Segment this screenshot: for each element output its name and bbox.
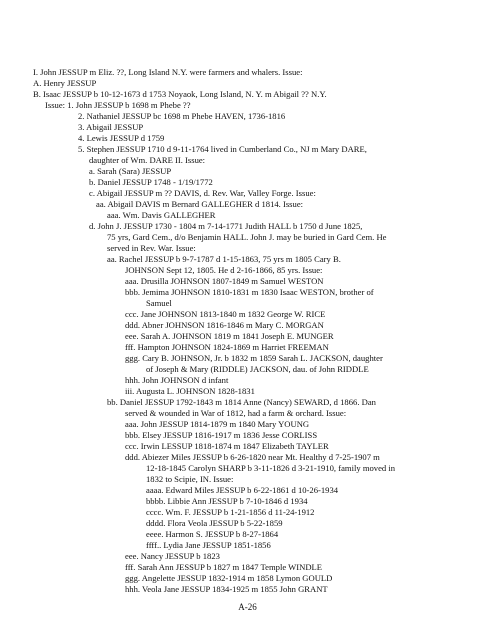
text-line: 4. Lewis JESSUP d 1759 (78, 133, 165, 143)
text-line: aaa. John JESSUP 1814-1879 m 1840 Mary YOUNG (125, 419, 310, 429)
text-line: hhh. Veola Jane JESSUP 1834-1925 m 1855 John GRANT (125, 584, 328, 594)
text-line: eee. Nancy JESSUP b 1823 (125, 551, 220, 561)
text-line: bb. Daniel JESSUP 1792-1843 m 1814 Anne (Nancy) SEWARD, d 1866. Dan (107, 397, 376, 407)
text-line: A. Henry JESSUP (33, 78, 97, 88)
text-line: 12-18-1845 Carolyn SHARP b 3-11-1826 d 3-21-1910, family moved in (146, 463, 396, 473)
text-line: of Joseph & Mary (RIDDLE) JACKSON, dau. of John RIDDLE (146, 364, 369, 374)
text-line: aaa. Drusilla JOHNSON 1807-1849 m Samuel WESTON (125, 276, 324, 286)
text-line: bbb. Elsey JESSUP 1816-1917 m 1836 Jesse CORLISS (125, 430, 318, 440)
text-line: ddd. Abiezer Miles JESSUP b 6-26-1820 near Mt. Healthy d 7-25-1907 m (125, 452, 380, 462)
text-line: cccc. Wm. F. JESSUP b 1-21-1856 d 11-24-1912 (146, 507, 315, 517)
text-line: b. Daniel JESSUP 1748 - 1/19/1772 (89, 177, 213, 187)
text-line: ggg. Angelette JESSUP 1832-1914 m 1858 Lymon GOULD (125, 573, 333, 583)
text-line: eee. Sarah A. JOHNSON 1819 m 1841 Joseph E. MUNGER (125, 331, 334, 341)
text-line: 5. Stephen JESSUP 1710 d 9-11-1764 lived in Cumberland Co., NJ m Mary DARE, (78, 144, 367, 154)
text-line: 75 yrs, Gard Cem., d/o Benjamin HALL. John J. may be buried in Gard Cem. He (107, 232, 387, 242)
text-line: aa. Abigail DAVIS m Bernard GALLEGHER d 1814. Issue: (96, 199, 304, 209)
text-line: I. John JESSUP m Eliz. ??, Long Island N.Y. were farmers and whalers. Issue: (33, 67, 303, 77)
text-line: Issue: 1. John JESSUP b 1698 m Phebe ?? (45, 100, 191, 110)
text-line: aaa. Wm. Davis GALLEGHER (107, 210, 216, 220)
text-line: d. John J. JESSUP 1730 - 1804 m 7-14-1771 Judith HALL b 1750 d June 1825, (89, 221, 363, 231)
text-line: iii. Augusta L. JOHNSON 1828-1831 (125, 386, 255, 396)
text-line: eeee. Harmon S. JESSUP b 8-27-1864 (146, 529, 279, 539)
text-line: bbbb. Libbie Ann JESSUP b 7-10-1846 d 1934 (146, 496, 308, 506)
text-line: fff. Hampton JOHNSON 1824-1869 m Harriet FREEMAN (125, 342, 329, 352)
text-line: bbb. Jemima JOHNSON 1810-1831 m 1830 Isaac WESTON, brother of (125, 287, 374, 297)
text-line: ddd. Abner JOHNSON 1816-1846 m Mary C. MORGAN (125, 320, 324, 330)
text-line: Samuel (146, 298, 172, 308)
text-line: daughter of Wm. DARE II. Issue: (89, 155, 206, 165)
text-line: ccc. Jane JOHNSON 1813-1840 m 1832 George W. RICE (125, 309, 326, 319)
text-line: dddd. Flora Veola JESSUP b 5-22-1859 (146, 518, 283, 528)
text-line: a. Sarah (Sara) JESSUP (89, 166, 172, 176)
text-line: 2. Nathaniel JESSUP bc 1698 m Phebe HAVEN, 1736-1816 (78, 111, 286, 121)
text-line: JOHNSON Sept 12, 1805. He d 2-16-1866, 85 yrs. Issue: (125, 265, 323, 275)
page-number: A-26 (238, 602, 257, 612)
text-line: B. Isaac JESSUP b 10-12-1673 d 1753 Noyaok, Long Island, N. Y. m Abigail ?? N.Y. (33, 89, 327, 99)
text-line: hhh. John JOHNSON d infant (125, 375, 229, 385)
text-line: ffff.. Lydia Jane JESSUP 1851-1856 (146, 540, 271, 550)
text-line: served in Rev. War. Issue: (107, 243, 196, 253)
text-line: aa. Rachel JESSUP b 9-7-1787 d 1-15-1863, 75 yrs m 1805 Cary B. (107, 254, 341, 264)
text-line: 3. Abigail JESSUP (78, 122, 144, 132)
text-line: served & wounded in War of 1812, had a farm & orchard. Issue: (125, 408, 347, 418)
text-line: ccc. Irwin LESSUP 1818-1874 m 1847 Elizabeth TAYLER (125, 441, 329, 451)
text-line: 1832 to Scipie, IN. Issue: (146, 474, 234, 484)
text-line: c. Abigail JESSUP m ?? DAVIS, d. Rev. War, Valley Forge. Issue: (89, 188, 316, 198)
text-line: ggg. Cary B. JOHNSON, Jr. b 1832 m 1859 Sarah L. JACKSON, daughter (125, 353, 383, 363)
text-line: fff. Sarah Ann JESSUP b 1827 m 1847 Temple WINDLE (125, 562, 323, 572)
text-line: aaaa. Edward Miles JESSUP b 6-22-1861 d 10-26-1934 (146, 485, 339, 495)
